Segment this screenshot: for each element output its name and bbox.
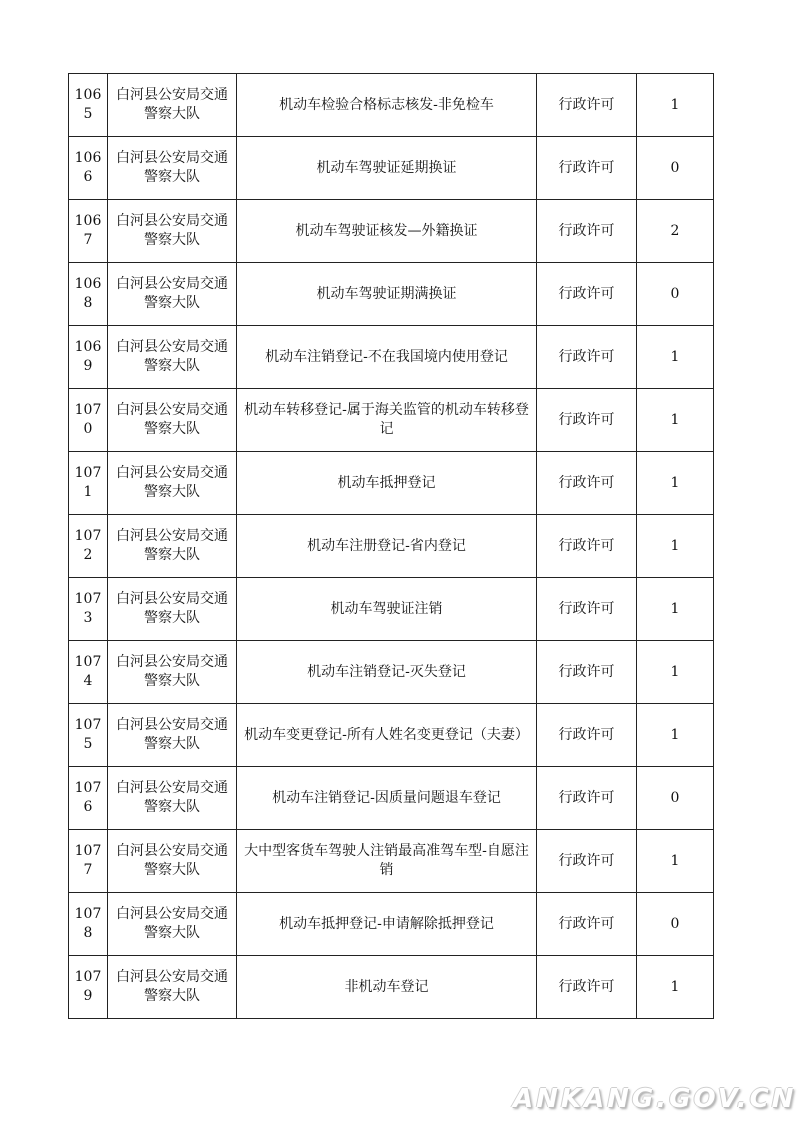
row-number: 1065	[69, 74, 108, 137]
row-count: 1	[637, 830, 714, 893]
row-number: 1069	[69, 326, 108, 389]
row-count: 1	[637, 578, 714, 641]
table-row	[69, 830, 714, 893]
row-department: 白河县公安局交通警察大队	[108, 956, 237, 1019]
row-count: 1	[637, 641, 714, 704]
row-number: 1073	[69, 578, 108, 641]
row-count: 1	[637, 956, 714, 1019]
row-type: 行政许可	[537, 704, 637, 767]
row-number: 1078	[69, 893, 108, 956]
row-count: 2	[637, 200, 714, 263]
row-item: 机动车注册登记-省内登记	[237, 515, 537, 578]
row-department: 白河县公安局交通警察大队	[108, 389, 237, 452]
row-type: 行政许可	[537, 578, 637, 641]
table-row	[69, 704, 714, 767]
row-count: 1	[637, 515, 714, 578]
row-number: 1079	[69, 956, 108, 1019]
row-department: 白河县公安局交通警察大队	[108, 641, 237, 704]
row-count: 0	[637, 767, 714, 830]
row-count: 1	[637, 704, 714, 767]
row-department: 白河县公安局交通警察大队	[108, 515, 237, 578]
row-type: 行政许可	[537, 326, 637, 389]
row-department: 白河县公安局交通警察大队	[108, 263, 237, 326]
row-type: 行政许可	[537, 515, 637, 578]
row-number: 1067	[69, 200, 108, 263]
row-count: 1	[637, 389, 714, 452]
table-row	[69, 515, 714, 578]
table-row	[69, 578, 714, 641]
row-department: 白河县公安局交通警察大队	[108, 74, 237, 137]
table-row	[69, 74, 714, 137]
row-department: 白河县公安局交通警察大队	[108, 200, 237, 263]
row-department: 白河县公安局交通警察大队	[108, 578, 237, 641]
row-item: 机动车驾驶证注销	[237, 578, 537, 641]
row-type: 行政许可	[537, 263, 637, 326]
row-number: 1072	[69, 515, 108, 578]
row-department: 白河县公安局交通警察大队	[108, 704, 237, 767]
table-row	[69, 137, 714, 200]
row-count: 1	[637, 326, 714, 389]
row-department: 白河县公安局交通警察大队	[108, 767, 237, 830]
row-department: 白河县公安局交通警察大队	[108, 830, 237, 893]
row-number: 1076	[69, 767, 108, 830]
row-number: 1075	[69, 704, 108, 767]
row-item: 机动车注销登记-因质量问题退车登记	[237, 767, 537, 830]
table-row	[69, 326, 714, 389]
row-number: 1071	[69, 452, 108, 515]
row-type: 行政许可	[537, 137, 637, 200]
row-type: 行政许可	[537, 641, 637, 704]
row-number: 1066	[69, 137, 108, 200]
row-type: 行政许可	[537, 830, 637, 893]
row-number: 1070	[69, 389, 108, 452]
row-count: 0	[637, 893, 714, 956]
row-department: 白河县公安局交通警察大队	[108, 137, 237, 200]
row-item: 非机动车登记	[237, 956, 537, 1019]
permits-table-body	[69, 74, 714, 1019]
row-type: 行政许可	[537, 767, 637, 830]
table-row	[69, 956, 714, 1019]
table-row	[69, 452, 714, 515]
table-row	[69, 641, 714, 704]
table-row	[69, 893, 714, 956]
row-item: 机动车驾驶证期满换证	[237, 263, 537, 326]
site-watermark: ANKANG.GOV.CN	[513, 1084, 797, 1114]
row-count: 0	[637, 137, 714, 200]
row-count: 1	[637, 452, 714, 515]
table-row	[69, 200, 714, 263]
table-row	[69, 263, 714, 326]
permits-table	[68, 73, 714, 1019]
row-count: 1	[637, 74, 714, 137]
row-item: 机动车驾驶证延期换证	[237, 137, 537, 200]
row-type: 行政许可	[537, 956, 637, 1019]
row-item: 机动车检验合格标志核发-非免检车	[237, 74, 537, 137]
row-item: 机动车驾驶证核发—外籍换证	[237, 200, 537, 263]
table-row	[69, 767, 714, 830]
row-item: 大中型客货车驾驶人注销最高准驾车型-自愿注销	[237, 830, 537, 893]
row-number: 1074	[69, 641, 108, 704]
row-item: 机动车注销登记-灭失登记	[237, 641, 537, 704]
row-department: 白河县公安局交通警察大队	[108, 452, 237, 515]
row-number: 1077	[69, 830, 108, 893]
row-item: 机动车变更登记-所有人姓名变更登记（夫妻）	[237, 704, 537, 767]
row-department: 白河县公安局交通警察大队	[108, 326, 237, 389]
table-row	[69, 389, 714, 452]
row-type: 行政许可	[537, 893, 637, 956]
row-type: 行政许可	[537, 389, 637, 452]
row-item: 机动车注销登记-不在我国境内使用登记	[237, 326, 537, 389]
row-item: 机动车抵押登记	[237, 452, 537, 515]
row-item: 机动车抵押登记-申请解除抵押登记	[237, 893, 537, 956]
row-department: 白河县公安局交通警察大队	[108, 893, 237, 956]
row-type: 行政许可	[537, 452, 637, 515]
row-type: 行政许可	[537, 200, 637, 263]
row-number: 1068	[69, 263, 108, 326]
row-count: 0	[637, 263, 714, 326]
row-type: 行政许可	[537, 74, 637, 137]
row-item: 机动车转移登记-属于海关监管的机动车转移登记	[237, 389, 537, 452]
